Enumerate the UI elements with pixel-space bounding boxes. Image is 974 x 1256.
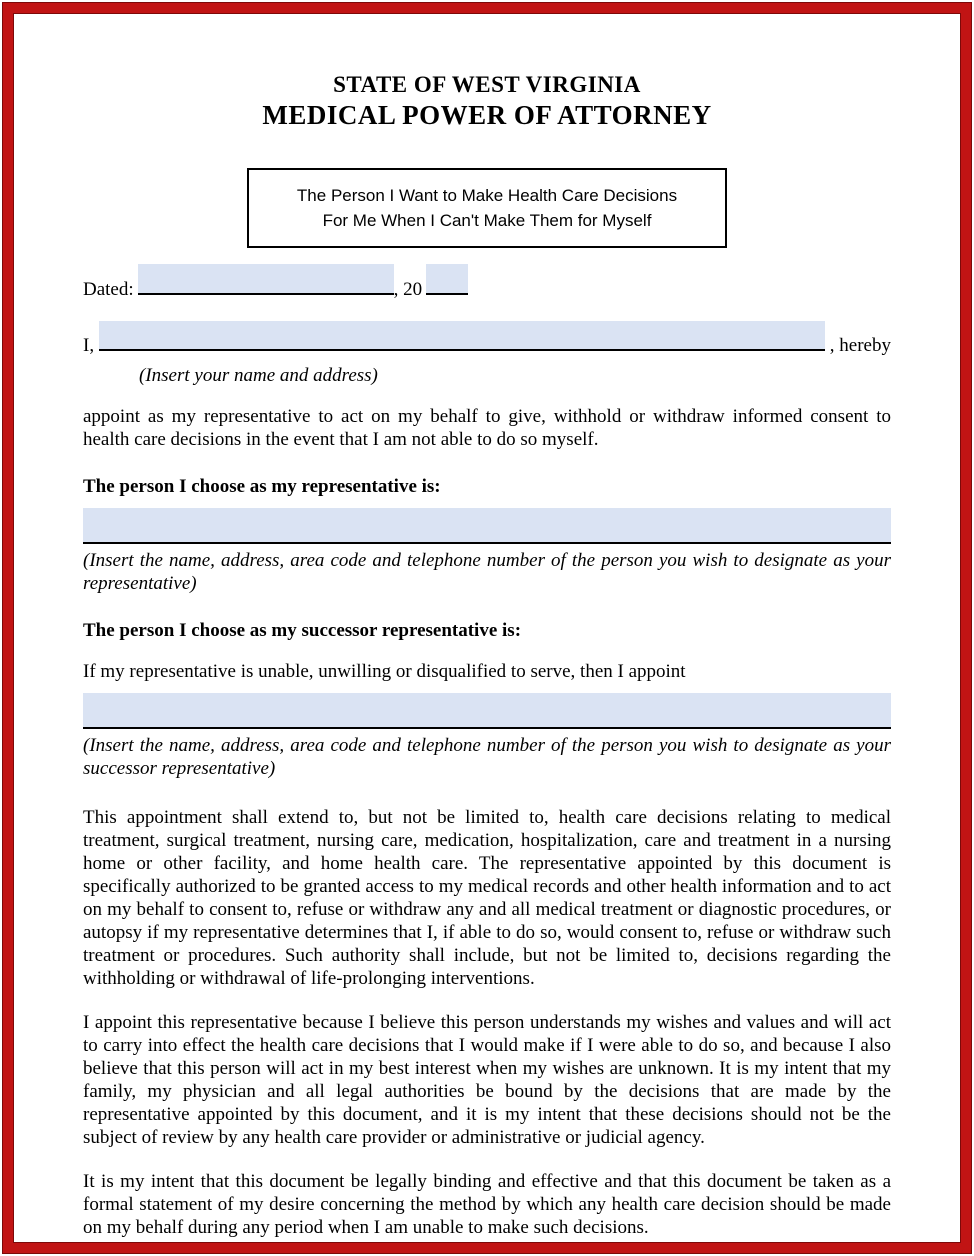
document-title <box>83 71 891 132</box>
declarant-row <box>83 321 891 362</box>
declarant-name-field[interactable] <box>99 321 825 351</box>
declarant-prefix-label: I, <box>83 335 95 356</box>
intro-paragraph: appoint as my representative to act on my behalf to give, withhold or withdraw informed consent to health care decisions in the event that I am not able to do so myself. <box>83 406 891 450</box>
representative-caption: (Insert the name, address, area code and telephone number of the person you wish to designate as your representative) <box>83 550 891 594</box>
document-content <box>13 13 961 1243</box>
binding-paragraph: It is my intent that this document be legally binding and effective and that this document be taken as a formal statement of my desire concerning the method by which any health care decision should be made on my behalf during any period when I am unable to make such decisions. <box>83 1171 891 1238</box>
successor-field[interactable] <box>83 693 891 729</box>
header-box-line1: The Person I Want to Make Health Care Decisions <box>296 186 678 205</box>
representative-field[interactable] <box>83 508 891 544</box>
year-prefix-label: , 20 <box>393 279 423 300</box>
title-state-line: STATE OF WEST VIRGINIA <box>333 72 641 97</box>
intent-paragraph: I appoint this representative because I believe this person understands my wishes and values and will act to carry into effect the health care decisions that I would make if I were able to do so, and because I also believe that this person will act in my best interest when my wishes are unknown. It is my intent that my family, my physician and all legal authorities be bound by the decisions that are made by the representative appointed by this document, and it is my intent that these decisions should not be the subject of review by any health care provider or administrative or judicial agency. <box>83 1012 891 1148</box>
successor-heading: The person I choose as my successor representative is: <box>83 620 522 641</box>
header-box-line2: For Me When I Can't Make Them for Myself <box>322 211 652 230</box>
successor-intro: If my representative is unable, unwilling or disqualified to serve, then I appoint <box>83 661 686 682</box>
dated-label: Dated: <box>83 279 134 300</box>
date-field[interactable] <box>138 264 394 295</box>
declarant-suffix-label: , hereby <box>829 335 891 356</box>
title-document-line: MEDICAL POWER OF ATTORNEY <box>262 100 712 130</box>
declarant-caption: (Insert your name and address) <box>139 365 378 386</box>
dated-row <box>83 264 891 307</box>
representative-heading: The person I choose as my representative is: <box>83 476 441 497</box>
header-box <box>247 168 727 248</box>
year-field[interactable] <box>426 264 468 295</box>
authority-paragraph: This appointment shall extend to, but not be limited to, health care decisions relating to medical treatment, surgical treatment, nursing care, medication, hospitalization, care and treatment in a nursing home or other facility, and home health care. The representative appointed by this document is specifically authorized to be granted access to my medical records and other health information and to act on my behalf to consent to, refuse or withdraw any and all medical treatment or diagnostic procedures, or autopsy if my representative determines that I, if able to do so, would consent to, refuse or withdraw such treatment or procedures. Such authority shall include, but not be limited to, decisions regarding the withholding or withdrawal of life-prolonging interventions. <box>83 807 891 989</box>
successor-caption: (Insert the name, address, area code and telephone number of the person you wish to designate as your successor representative) <box>83 735 891 779</box>
